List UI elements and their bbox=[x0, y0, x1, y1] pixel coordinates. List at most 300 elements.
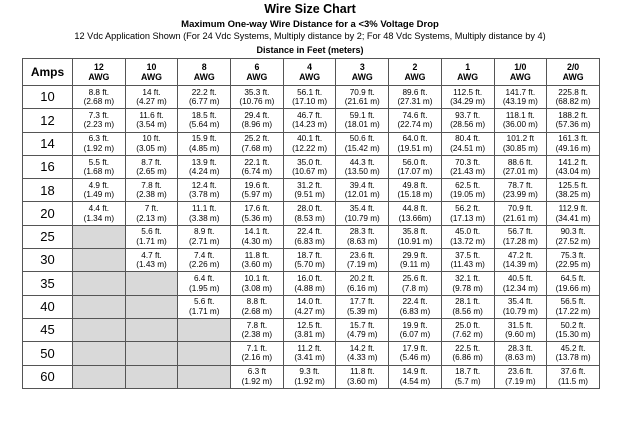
application-note: 12 Vdc Application Shown (For 24 Vdc Systems, Multiply distance by 2; For 48 Vdc Systems, Multiply distance by 4) bbox=[74, 31, 546, 41]
distance-meters: (6.16 m) bbox=[347, 283, 378, 293]
distance-feet: 12.5 ft. bbox=[297, 320, 323, 330]
distance-feet: 8.7 ft. bbox=[141, 157, 162, 167]
distance-meters: (5.64 m) bbox=[188, 120, 220, 130]
empty-cell bbox=[125, 318, 178, 341]
distance-cell bbox=[73, 202, 126, 225]
distance-cell bbox=[283, 109, 336, 132]
gauge-column-header bbox=[336, 59, 389, 86]
distance-meters: (7.19 m) bbox=[505, 376, 536, 386]
distance-meters: (17.22 m) bbox=[555, 306, 591, 316]
distance-meters: (4.27 m) bbox=[136, 97, 167, 107]
distance-meters: (10.67 m) bbox=[292, 167, 328, 177]
distance-feet: 141.7 ft. bbox=[505, 87, 536, 97]
distance-feet: 15.9 ft. bbox=[191, 134, 217, 144]
distance-meters: (1.71 m) bbox=[136, 236, 167, 246]
distance-cell bbox=[231, 249, 284, 272]
distance-feet: 89.6 ft. bbox=[402, 87, 428, 97]
distance-meters: (2.38 m) bbox=[241, 330, 273, 340]
gauge-unit: AWG bbox=[246, 72, 268, 82]
amps-value: 30 bbox=[23, 249, 73, 272]
distance-cell bbox=[283, 155, 336, 178]
distance-cell bbox=[283, 86, 336, 109]
empty-cell bbox=[178, 318, 231, 341]
distance-meters: (17.28 m) bbox=[502, 236, 538, 246]
distance-meters: (15.18 m) bbox=[397, 190, 433, 200]
amps-value: 45 bbox=[23, 318, 73, 341]
distance-cell bbox=[494, 365, 547, 388]
distance-cell bbox=[389, 109, 442, 132]
distance-cell bbox=[441, 295, 494, 318]
distance-meters: (3.81 m) bbox=[294, 330, 325, 340]
distance-cell bbox=[336, 272, 389, 295]
distance-meters: (8.63 m) bbox=[505, 353, 536, 363]
distance-meters: (19.05 m) bbox=[450, 190, 486, 200]
distance-meters: (17.13 m) bbox=[450, 213, 486, 223]
distance-cell bbox=[547, 272, 600, 295]
distance-cell bbox=[494, 202, 547, 225]
distance-feet: 35.4 ft. bbox=[349, 204, 375, 214]
table-row bbox=[23, 225, 600, 248]
distance-feet: 5.6 ft. bbox=[193, 297, 215, 307]
distance-feet: 37.6 ft. bbox=[560, 367, 586, 377]
distance-cell bbox=[547, 342, 600, 365]
distance-meters: (5.36 m) bbox=[241, 213, 273, 223]
distance-cell bbox=[231, 86, 284, 109]
distance-cell bbox=[231, 342, 284, 365]
distance-meters: (2.23 m) bbox=[83, 120, 115, 130]
distance-feet: 32.1 ft. bbox=[455, 274, 481, 284]
distance-feet: 14 ft. bbox=[142, 87, 161, 97]
distance-meters: (1.68 m) bbox=[83, 167, 115, 177]
distance-cell bbox=[336, 365, 389, 388]
distance-meters: (6.07 m) bbox=[399, 330, 431, 340]
distance-cell bbox=[231, 272, 284, 295]
distance-feet: 188.2 ft. bbox=[558, 110, 588, 120]
distance-meters: (11.5 m) bbox=[558, 376, 589, 386]
distance-cell bbox=[441, 86, 494, 109]
distance-meters: (4.27 m) bbox=[294, 306, 325, 316]
distance-meters: (28.56 m) bbox=[450, 120, 486, 130]
distance-meters: (14.23 m) bbox=[292, 120, 328, 130]
amps-column-header: Amps bbox=[23, 59, 73, 86]
distance-cell bbox=[494, 132, 547, 155]
distance-cell bbox=[389, 295, 442, 318]
distance-cell bbox=[494, 109, 547, 132]
empty-cell bbox=[73, 249, 126, 272]
distance-meters: (10.79 m) bbox=[502, 306, 538, 316]
gauge-column-header bbox=[283, 59, 336, 86]
distance-cell bbox=[231, 225, 284, 248]
distance-cell bbox=[178, 272, 231, 295]
chart-title: Wire Size Chart bbox=[264, 2, 356, 16]
distance-cell bbox=[494, 342, 547, 365]
distance-meters: (1.71 m) bbox=[188, 306, 220, 316]
distance-meters: (6.83 m) bbox=[399, 306, 431, 316]
distance-meters: (27.01 m) bbox=[502, 167, 538, 177]
empty-cell bbox=[125, 272, 178, 295]
wire-distance-table bbox=[22, 58, 600, 389]
distance-meters: (1.95 m) bbox=[188, 283, 220, 293]
gauge-unit: AWG bbox=[141, 72, 163, 82]
distance-meters: (9.78 m) bbox=[452, 283, 483, 293]
distance-cell bbox=[547, 179, 600, 202]
distance-meters: (13.66m) bbox=[398, 213, 432, 223]
distance-cell bbox=[125, 109, 178, 132]
distance-feet: 70.3 ft. bbox=[455, 157, 481, 167]
distance-meters: (68.82 m) bbox=[555, 97, 591, 107]
gauge-column-header bbox=[547, 59, 600, 86]
distance-cell bbox=[178, 225, 231, 248]
distance-meters: (21.43 m) bbox=[450, 167, 486, 177]
distance-meters: (19.51 m) bbox=[397, 143, 433, 153]
gauge-size: 12 bbox=[93, 62, 104, 72]
distance-cell bbox=[336, 249, 389, 272]
distance-cell bbox=[441, 132, 494, 155]
amps-value: 50 bbox=[23, 342, 73, 365]
distance-meters: (22.95 m) bbox=[555, 260, 591, 270]
distance-feet: 6.3 ft. bbox=[88, 134, 110, 144]
distance-cell bbox=[494, 295, 547, 318]
table-row bbox=[23, 179, 600, 202]
distance-cell bbox=[494, 272, 547, 295]
distance-feet: 31.2 ft. bbox=[297, 180, 323, 190]
gauge-size: 1 bbox=[465, 62, 471, 72]
distance-meters: (2.68 m) bbox=[241, 306, 273, 316]
gauge-size: 2/0 bbox=[566, 62, 580, 72]
distance-meters: (13.50 m) bbox=[344, 167, 380, 177]
distance-feet: 45.2 ft. bbox=[560, 343, 586, 353]
distance-feet: 11.2 ft. bbox=[297, 343, 322, 353]
distance-meters: (10.91 m) bbox=[397, 236, 433, 246]
gauge-size: 2 bbox=[412, 62, 418, 72]
distance-cell bbox=[389, 132, 442, 155]
distance-feet: 12.4 ft. bbox=[191, 180, 217, 190]
distance-cell bbox=[547, 202, 600, 225]
distance-feet: 6.3 ft bbox=[247, 367, 267, 377]
distance-cell bbox=[231, 202, 284, 225]
distance-feet: 59.1 ft. bbox=[349, 110, 375, 120]
distance-cell bbox=[231, 318, 284, 341]
distance-cell bbox=[389, 249, 442, 272]
distance-meters: (13.72 m) bbox=[450, 236, 486, 246]
distance-cell bbox=[125, 179, 178, 202]
distance-meters: (3.60 m) bbox=[347, 376, 378, 386]
distance-meters: (43.19 m) bbox=[502, 97, 538, 107]
distance-cell bbox=[441, 109, 494, 132]
distance-meters: (36.00 m) bbox=[502, 120, 538, 130]
distance-feet: 11.1 ft. bbox=[192, 204, 217, 214]
distance-feet: 49.8 ft. bbox=[402, 180, 428, 190]
distance-meters: (4.85 m) bbox=[188, 143, 220, 153]
distance-feet: 64.5 ft. bbox=[560, 274, 586, 284]
distance-meters: (12.34 m) bbox=[502, 283, 538, 293]
amps-value: 16 bbox=[23, 155, 73, 178]
distance-feet: 7.8 ft. bbox=[246, 320, 268, 330]
distance-meters: (6.74 m) bbox=[241, 167, 273, 177]
distance-meters: (4.79 m) bbox=[347, 330, 378, 340]
distance-cell bbox=[125, 86, 178, 109]
distance-cell bbox=[441, 342, 494, 365]
distance-meters: (3.08 m) bbox=[241, 283, 273, 293]
distance-cell bbox=[283, 132, 336, 155]
distance-cell bbox=[231, 365, 284, 388]
distance-meters: (8.63 m) bbox=[347, 236, 378, 246]
distance-cell bbox=[494, 249, 547, 272]
distance-meters: (15.30 m) bbox=[555, 330, 591, 340]
distance-cell bbox=[336, 295, 389, 318]
distance-feet: 4.7 ft. bbox=[141, 250, 162, 260]
distance-meters: (18.01 m) bbox=[344, 120, 380, 130]
distance-feet: 4.4 ft. bbox=[88, 204, 110, 214]
distance-meters: (34.41 m) bbox=[555, 213, 591, 223]
distance-feet: 8.8 ft. bbox=[88, 87, 110, 97]
distance-meters: (17.10 m) bbox=[292, 97, 328, 107]
distance-meters: (7.68 m) bbox=[241, 143, 273, 153]
distance-cell bbox=[283, 342, 336, 365]
distance-meters: (1.92 m) bbox=[294, 376, 325, 386]
distance-feet: 31.5 ft. bbox=[507, 320, 533, 330]
distance-cell bbox=[231, 132, 284, 155]
distance-feet: 15.7 ft. bbox=[349, 320, 375, 330]
distance-feet: 112.5 ft. bbox=[453, 87, 483, 97]
gauge-unit: AWG bbox=[457, 72, 479, 82]
distance-meters: (6.86 m) bbox=[452, 353, 483, 363]
distance-meters: (19.66 m) bbox=[555, 283, 591, 293]
distance-feet: 28.3 ft. bbox=[349, 227, 375, 237]
distance-cell bbox=[73, 132, 126, 155]
distance-meters: (4.24 m) bbox=[188, 167, 220, 177]
distance-meters: (21.61 m) bbox=[344, 97, 380, 107]
distance-feet: 50.2 ft. bbox=[560, 320, 586, 330]
distance-meters: (3.41 m) bbox=[294, 353, 325, 363]
distance-feet: 28.0 ft. bbox=[297, 204, 323, 214]
distance-feet: 5.5 ft. bbox=[88, 157, 110, 167]
distance-feet: 56.7 ft. bbox=[507, 227, 533, 237]
distance-cell bbox=[441, 249, 494, 272]
distance-cell bbox=[336, 225, 389, 248]
distance-meters: (27.31 m) bbox=[397, 97, 433, 107]
distance-cell bbox=[389, 342, 442, 365]
distance-cell bbox=[441, 155, 494, 178]
distance-cell bbox=[494, 155, 547, 178]
distance-meters: (2.65 m) bbox=[136, 167, 167, 177]
distance-cell bbox=[336, 179, 389, 202]
distance-feet: 35.8 ft. bbox=[402, 227, 428, 237]
distance-feet: 13.9 ft. bbox=[191, 157, 217, 167]
distance-meters: (3.38 m) bbox=[188, 213, 220, 223]
empty-cell bbox=[178, 365, 231, 388]
distance-cell bbox=[336, 132, 389, 155]
gauge-size: 4 bbox=[307, 62, 313, 72]
distance-feet: 7.1 ft. bbox=[246, 343, 268, 353]
empty-cell bbox=[178, 342, 231, 365]
table-row bbox=[23, 202, 600, 225]
distance-cell bbox=[547, 86, 600, 109]
distance-feet: 5.6 ft. bbox=[141, 227, 162, 237]
distance-feet: 22.1 ft. bbox=[244, 157, 270, 167]
distance-cell bbox=[547, 155, 600, 178]
distance-feet: 56.2 ft. bbox=[455, 204, 481, 214]
table-row bbox=[23, 318, 600, 341]
distance-meters: (43.04 m) bbox=[555, 167, 591, 177]
distance-meters: (3.60 m) bbox=[241, 260, 273, 270]
distance-meters: (8.56 m) bbox=[452, 306, 483, 316]
distance-feet: 25.6 ft. bbox=[402, 274, 428, 284]
table-row bbox=[23, 295, 600, 318]
distance-feet: 14.0 ft. bbox=[297, 297, 323, 307]
distance-feet: 75.3 ft. bbox=[560, 250, 586, 260]
distance-cell bbox=[231, 109, 284, 132]
distance-meters: (3.54 m) bbox=[136, 120, 167, 130]
amps-value: 12 bbox=[23, 109, 73, 132]
gauge-size: 1/0 bbox=[514, 62, 527, 72]
distance-meters: (5.46 m) bbox=[399, 353, 431, 363]
distance-meters: (5.97 m) bbox=[241, 190, 273, 200]
distance-meters: (10.76 m) bbox=[239, 97, 275, 107]
distance-cell bbox=[389, 272, 442, 295]
distance-meters: (2.26 m) bbox=[188, 260, 220, 270]
distance-feet: 62.5 ft. bbox=[455, 180, 481, 190]
distance-feet: 112.9 ft. bbox=[558, 204, 588, 214]
amps-value: 40 bbox=[23, 295, 73, 318]
distance-cell bbox=[283, 295, 336, 318]
distance-feet: 14.9 ft. bbox=[402, 367, 428, 377]
distance-cell bbox=[73, 109, 126, 132]
distance-meters: (3.78 m) bbox=[188, 190, 220, 200]
distance-cell bbox=[336, 318, 389, 341]
distance-cell bbox=[178, 86, 231, 109]
distance-cell bbox=[231, 295, 284, 318]
distance-meters: (8.53 m) bbox=[294, 213, 325, 223]
table-row bbox=[23, 86, 600, 109]
distance-feet: 10 ft. bbox=[142, 134, 161, 144]
distance-cell bbox=[547, 295, 600, 318]
distance-feet: 93.7 ft. bbox=[455, 110, 481, 120]
distance-cell bbox=[178, 132, 231, 155]
distance-meters: (21.61 m) bbox=[502, 213, 538, 223]
distance-feet: 7.4 ft. bbox=[193, 250, 215, 260]
distance-meters: (23.99 m) bbox=[502, 190, 538, 200]
distance-meters: (13.78 m) bbox=[555, 353, 591, 363]
distance-cell bbox=[283, 272, 336, 295]
distance-feet: 10.1 ft. bbox=[244, 274, 270, 284]
distance-feet: 8.9 ft. bbox=[193, 227, 215, 237]
empty-cell bbox=[73, 272, 126, 295]
distance-meters: (8.96 m) bbox=[241, 120, 273, 130]
gauge-column-header bbox=[125, 59, 178, 86]
distance-feet: 88.6 ft. bbox=[507, 157, 533, 167]
distance-cell bbox=[389, 318, 442, 341]
distance-meters: (9.11 m) bbox=[400, 260, 430, 270]
distance-meters: (4.30 m) bbox=[241, 236, 273, 246]
distance-feet: 17.6 ft. bbox=[244, 204, 270, 214]
amps-value: 18 bbox=[23, 179, 73, 202]
distance-meters: (17.07 m) bbox=[397, 167, 433, 177]
distance-feet: 47.2 ft. bbox=[507, 250, 533, 260]
distance-cell bbox=[389, 155, 442, 178]
distance-meters: (1.92 m) bbox=[241, 376, 273, 386]
distance-meters: (34.29 m) bbox=[450, 97, 486, 107]
distance-feet: 39.4 ft. bbox=[349, 180, 375, 190]
table-row bbox=[23, 155, 600, 178]
gauge-column-header bbox=[494, 59, 547, 86]
table-row bbox=[23, 109, 600, 132]
distance-feet: 161.3 ft. bbox=[558, 134, 588, 144]
distance-feet: 11.8 ft. bbox=[350, 367, 375, 377]
distance-meters: (1.49 m) bbox=[83, 190, 115, 200]
distance-feet: 56.0 ft. bbox=[402, 157, 428, 167]
distance-meters: (11.43 m) bbox=[450, 260, 485, 270]
distance-cell bbox=[547, 132, 600, 155]
gauge-column-header bbox=[178, 59, 231, 86]
empty-cell bbox=[73, 318, 126, 341]
distance-cell bbox=[125, 155, 178, 178]
distance-feet: 14.2 ft. bbox=[349, 343, 375, 353]
distance-feet: 25.2 ft. bbox=[244, 134, 270, 144]
distance-feet: 7.3 ft. bbox=[88, 110, 110, 120]
amps-value: 35 bbox=[23, 272, 73, 295]
distance-cell bbox=[547, 109, 600, 132]
distance-feet: 74.6 ft. bbox=[402, 110, 428, 120]
distance-feet: 7 ft. bbox=[144, 204, 159, 214]
distance-meters: (2.13 m) bbox=[136, 213, 167, 223]
empty-cell bbox=[73, 225, 126, 248]
table-row bbox=[23, 342, 600, 365]
distance-meters: (3.05 m) bbox=[136, 143, 167, 153]
distance-meters: (4.88 m) bbox=[294, 283, 325, 293]
gauge-column-header bbox=[389, 59, 442, 86]
distance-meters: (27.52 m) bbox=[555, 236, 591, 246]
distance-cell bbox=[178, 295, 231, 318]
distance-feet: 9.3 ft. bbox=[299, 367, 320, 377]
distance-feet: 25.0 ft. bbox=[455, 320, 481, 330]
distance-cell bbox=[125, 132, 178, 155]
distance-meters: (30.85 m) bbox=[502, 143, 538, 153]
distance-cell bbox=[547, 318, 600, 341]
distance-cell bbox=[389, 86, 442, 109]
distance-meters: (12.01 m) bbox=[344, 190, 380, 200]
distance-meters: (5.7 m) bbox=[454, 376, 481, 386]
gauge-unit: AWG bbox=[562, 72, 584, 82]
distance-cell bbox=[73, 86, 126, 109]
distance-cell bbox=[336, 342, 389, 365]
distance-meters: (7.19 m) bbox=[347, 260, 378, 270]
gauge-unit: AWG bbox=[193, 72, 215, 82]
gauge-size: 10 bbox=[146, 62, 157, 72]
amps-value: 25 bbox=[23, 225, 73, 248]
distance-meters: (2.38 m) bbox=[136, 190, 167, 200]
distance-meters: (4.33 m) bbox=[347, 353, 378, 363]
distance-meters: (9.51 m) bbox=[294, 190, 325, 200]
table-row bbox=[23, 132, 600, 155]
gauge-size: 8 bbox=[201, 62, 207, 72]
distance-feet: 37.5 ft. bbox=[455, 250, 481, 260]
distance-feet: 28.3 ft. bbox=[507, 343, 533, 353]
distance-meters: (49.16 m) bbox=[555, 143, 591, 153]
distance-cell bbox=[73, 155, 126, 178]
distance-meters: (1.92 m) bbox=[83, 143, 115, 153]
gauge-unit: AWG bbox=[404, 72, 426, 82]
distance-feet: 40.5 ft. bbox=[507, 274, 533, 284]
distance-feet: 35.4 ft. bbox=[507, 297, 533, 307]
empty-cell bbox=[73, 342, 126, 365]
distance-feet: 56.5 ft. bbox=[560, 297, 586, 307]
distance-feet: 101.2 ft bbox=[506, 134, 534, 144]
table-row bbox=[23, 272, 600, 295]
distance-feet: 22.2 ft. bbox=[191, 87, 217, 97]
distance-cell bbox=[389, 225, 442, 248]
distance-meters: (2.71 m) bbox=[188, 236, 220, 246]
